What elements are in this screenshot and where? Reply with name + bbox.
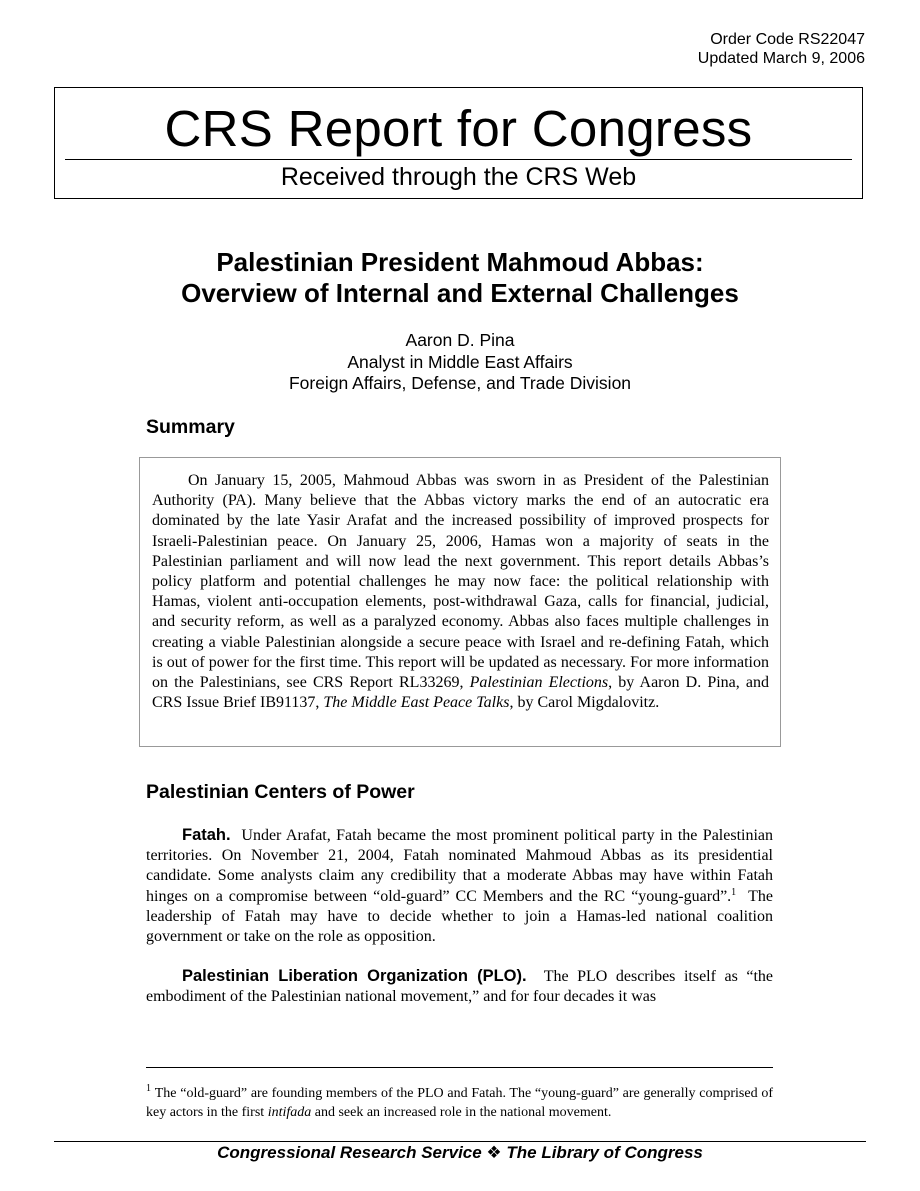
summary-text bbox=[152, 471, 769, 713]
report-title bbox=[0, 247, 920, 309]
footnote-text-1: The “old-guard” are founding members of the PLO and Fatah. The “young-guard” are generally comprised of key actors in the first bbox=[146, 1086, 773, 1120]
author-title: Analyst in Middle East Affairs bbox=[347, 351, 573, 372]
masthead-box bbox=[54, 87, 863, 199]
footnote-ref-1[interactable]: 1 bbox=[731, 886, 737, 898]
masthead-title: CRS Report for Congress bbox=[164, 100, 753, 157]
footnote-text-2: and seek an increased role in the national movement. bbox=[311, 1104, 612, 1120]
masthead-rule bbox=[65, 159, 852, 160]
author-division: Foreign Affairs, Defense, and Trade Division bbox=[288, 373, 632, 393]
plo-lead: Palestinian Liberation Organization (PLO). bbox=[182, 967, 527, 985]
summary-ref-1-rest: , by Aaron D. Pina, and CRS Issue Brief IB91137, bbox=[152, 674, 770, 712]
summary-ref-2-rest: , by Carol Migdalovitz. bbox=[509, 694, 660, 712]
footnote bbox=[146, 1085, 773, 1122]
summary-heading: Summary bbox=[146, 416, 235, 438]
page-footer: Congressional Research Service ❖ The Library of Congress bbox=[217, 1143, 703, 1162]
report-title-line-1: Palestinian President Mahmoud Abbas: bbox=[216, 247, 704, 277]
summary-ref-1-title: Palestinian Elections bbox=[469, 674, 609, 692]
fatah-paragraph bbox=[146, 825, 773, 947]
masthead-subtitle: Received through the CRS Web bbox=[280, 163, 637, 191]
fatah-text-1: Under Arafat, Fatah became the most prominent political party in the Palestinian territories. On November 21, 2004, Fatah nominated Mahmoud Abbas as its presidential candidate. Some analysts claim any credibility that a moderate Abbas may have within Fatah hinges on a compromise between “old-guard” CC Members and the RC “young-guard”. bbox=[146, 827, 774, 905]
footnote-rule bbox=[146, 1067, 773, 1068]
order-code: Order Code RS22047 bbox=[710, 31, 865, 48]
summary-ref-2-title: The Middle East Peace Talks bbox=[323, 694, 510, 712]
fatah-text-2: The leadership of Fatah may have to decide whether to join a Hamas-led national coalition government or take on the role as opposition. bbox=[146, 887, 774, 946]
author-name: Aaron D. Pina bbox=[405, 330, 515, 350]
footer-rule bbox=[54, 1141, 866, 1142]
plo-paragraph bbox=[146, 966, 773, 1007]
report-title-line-2: Overview of Internal and External Challenges bbox=[181, 278, 739, 308]
summary-box bbox=[139, 457, 781, 747]
author-block bbox=[0, 330, 920, 395]
summary-main: On January 15, 2005, Mahmoud Abbas was sworn in as President of the Palestinian Authority (PA). Many believe that the Abbas victory marks the end of an autocratic era dominated by the late Yasir Arafat and the increased possibility of improved prospects for Israeli-Palestinian peace. On January 25, 2006, Hamas won a majority of seats in the Palestinian parliament and will now lead the next government. This report details Abbas’s policy platform and potential challenges he may now face: the political relationship with Hamas, violent anti-occupation elements, post-withdrawal Gaza, calls for financial, judicial, and security reform, as well as a paralyzed economy. Abbas also faces multiple challenges in creating a viable Palestinian alongside a secure peace with Israel and re-defining Fatah, which is out of power for the first time. This report will be updated as necessary. For more information on the Palestinians, see CRS Report RL33269, bbox=[152, 472, 769, 692]
centers-heading: Palestinian Centers of Power bbox=[146, 781, 415, 803]
order-code-block bbox=[698, 30, 865, 68]
fatah-lead: Fatah. bbox=[182, 826, 231, 844]
updated-date: Updated March 9, 2006 bbox=[697, 50, 865, 67]
plo-text: The PLO describes itself as “the embodiment of the Palestinian national movement,” and for four decades it was bbox=[146, 968, 774, 1006]
footnote-italic: intifada bbox=[267, 1104, 312, 1120]
footnote-number: 1 bbox=[146, 1083, 151, 1094]
